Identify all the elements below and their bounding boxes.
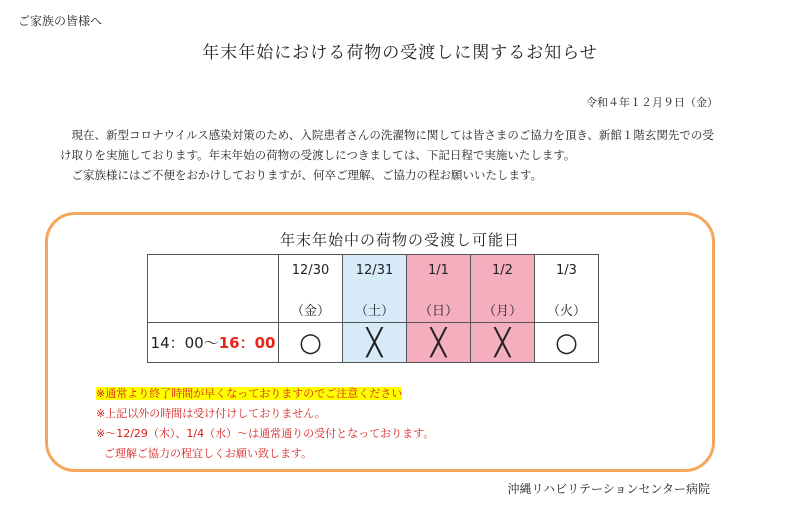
page-title: 年末年始における荷物の受渡しに関するお知らせ (202, 43, 598, 63)
day-weekday: （火） (546, 303, 586, 319)
day-cell-0101 (407, 255, 471, 323)
day-date: 1/1 (428, 262, 449, 278)
day-date: 12/31 (355, 262, 394, 278)
schedule-title: 年末年始中の荷物の受渡し可能日 (279, 231, 520, 249)
day-date: 1/3 (556, 262, 577, 278)
body-paragraph-1: 現在、新型コロナウイルス感染対策のため、入院患者さんの洗濯物に関しては皆さまのご協力を頂き、新館１階玄関先での受け取りを実施しております。年末年始の荷物の受渡しにつきましては、下記日程で実施いたします。 (60, 128, 714, 162)
unavailable-mark: ╳ (494, 327, 511, 358)
body-paragraph-2: ご家族様にはご不便をおかけしておりますが、何卒ご理解、ご協力の程お願いいたします。 (71, 168, 543, 182)
time-end: 16：00 (218, 334, 276, 352)
notice-body (60, 125, 720, 185)
day-weekday: （土） (354, 303, 394, 319)
availability-cell (407, 323, 471, 363)
availability-cell (279, 323, 343, 363)
hospital-name: 沖縄リハビリテーションセンター病院 (507, 482, 710, 496)
day-weekday: （月） (482, 303, 522, 319)
note-line-2: ※上記以外の時間は受け付けしておりません。 (96, 407, 326, 420)
day-cell-1231 (343, 255, 407, 323)
day-date: 12/30 (291, 262, 330, 278)
schedule-header-row (148, 255, 599, 323)
note-warning: ※通常より終了時間が早くなっておりますのでご注意ください (96, 387, 403, 400)
day-weekday: （日） (418, 303, 458, 319)
note-line-4: ご理解ご協力の程宜しくお願い致します。 (104, 447, 313, 460)
addressee: ご家族の皆様へ (18, 14, 103, 28)
day-date: 1/2 (492, 262, 513, 278)
schedule-time-row (148, 323, 599, 363)
time-range (148, 323, 279, 363)
blank-header-cell (148, 255, 279, 323)
availability-cell (535, 323, 599, 363)
issue-date: 令和４年１２月９日（金） (586, 96, 718, 109)
notes (96, 384, 434, 464)
day-weekday: （金） (290, 303, 330, 319)
unavailable-mark: ╳ (366, 327, 383, 358)
availability-cell (471, 323, 535, 363)
time-start: 14：00～ (150, 334, 219, 352)
available-mark: ○ (555, 327, 578, 358)
unavailable-mark: ╳ (430, 327, 447, 358)
day-cell-0102 (471, 255, 535, 323)
schedule-table (147, 254, 599, 363)
day-cell-0103 (535, 255, 599, 323)
availability-cell (343, 323, 407, 363)
available-mark: ○ (299, 327, 322, 358)
day-cell-1230 (279, 255, 343, 323)
note-line-3: ※～12/29（木）、1/4（水）～は通常通りの受付となっております。 (96, 427, 435, 440)
